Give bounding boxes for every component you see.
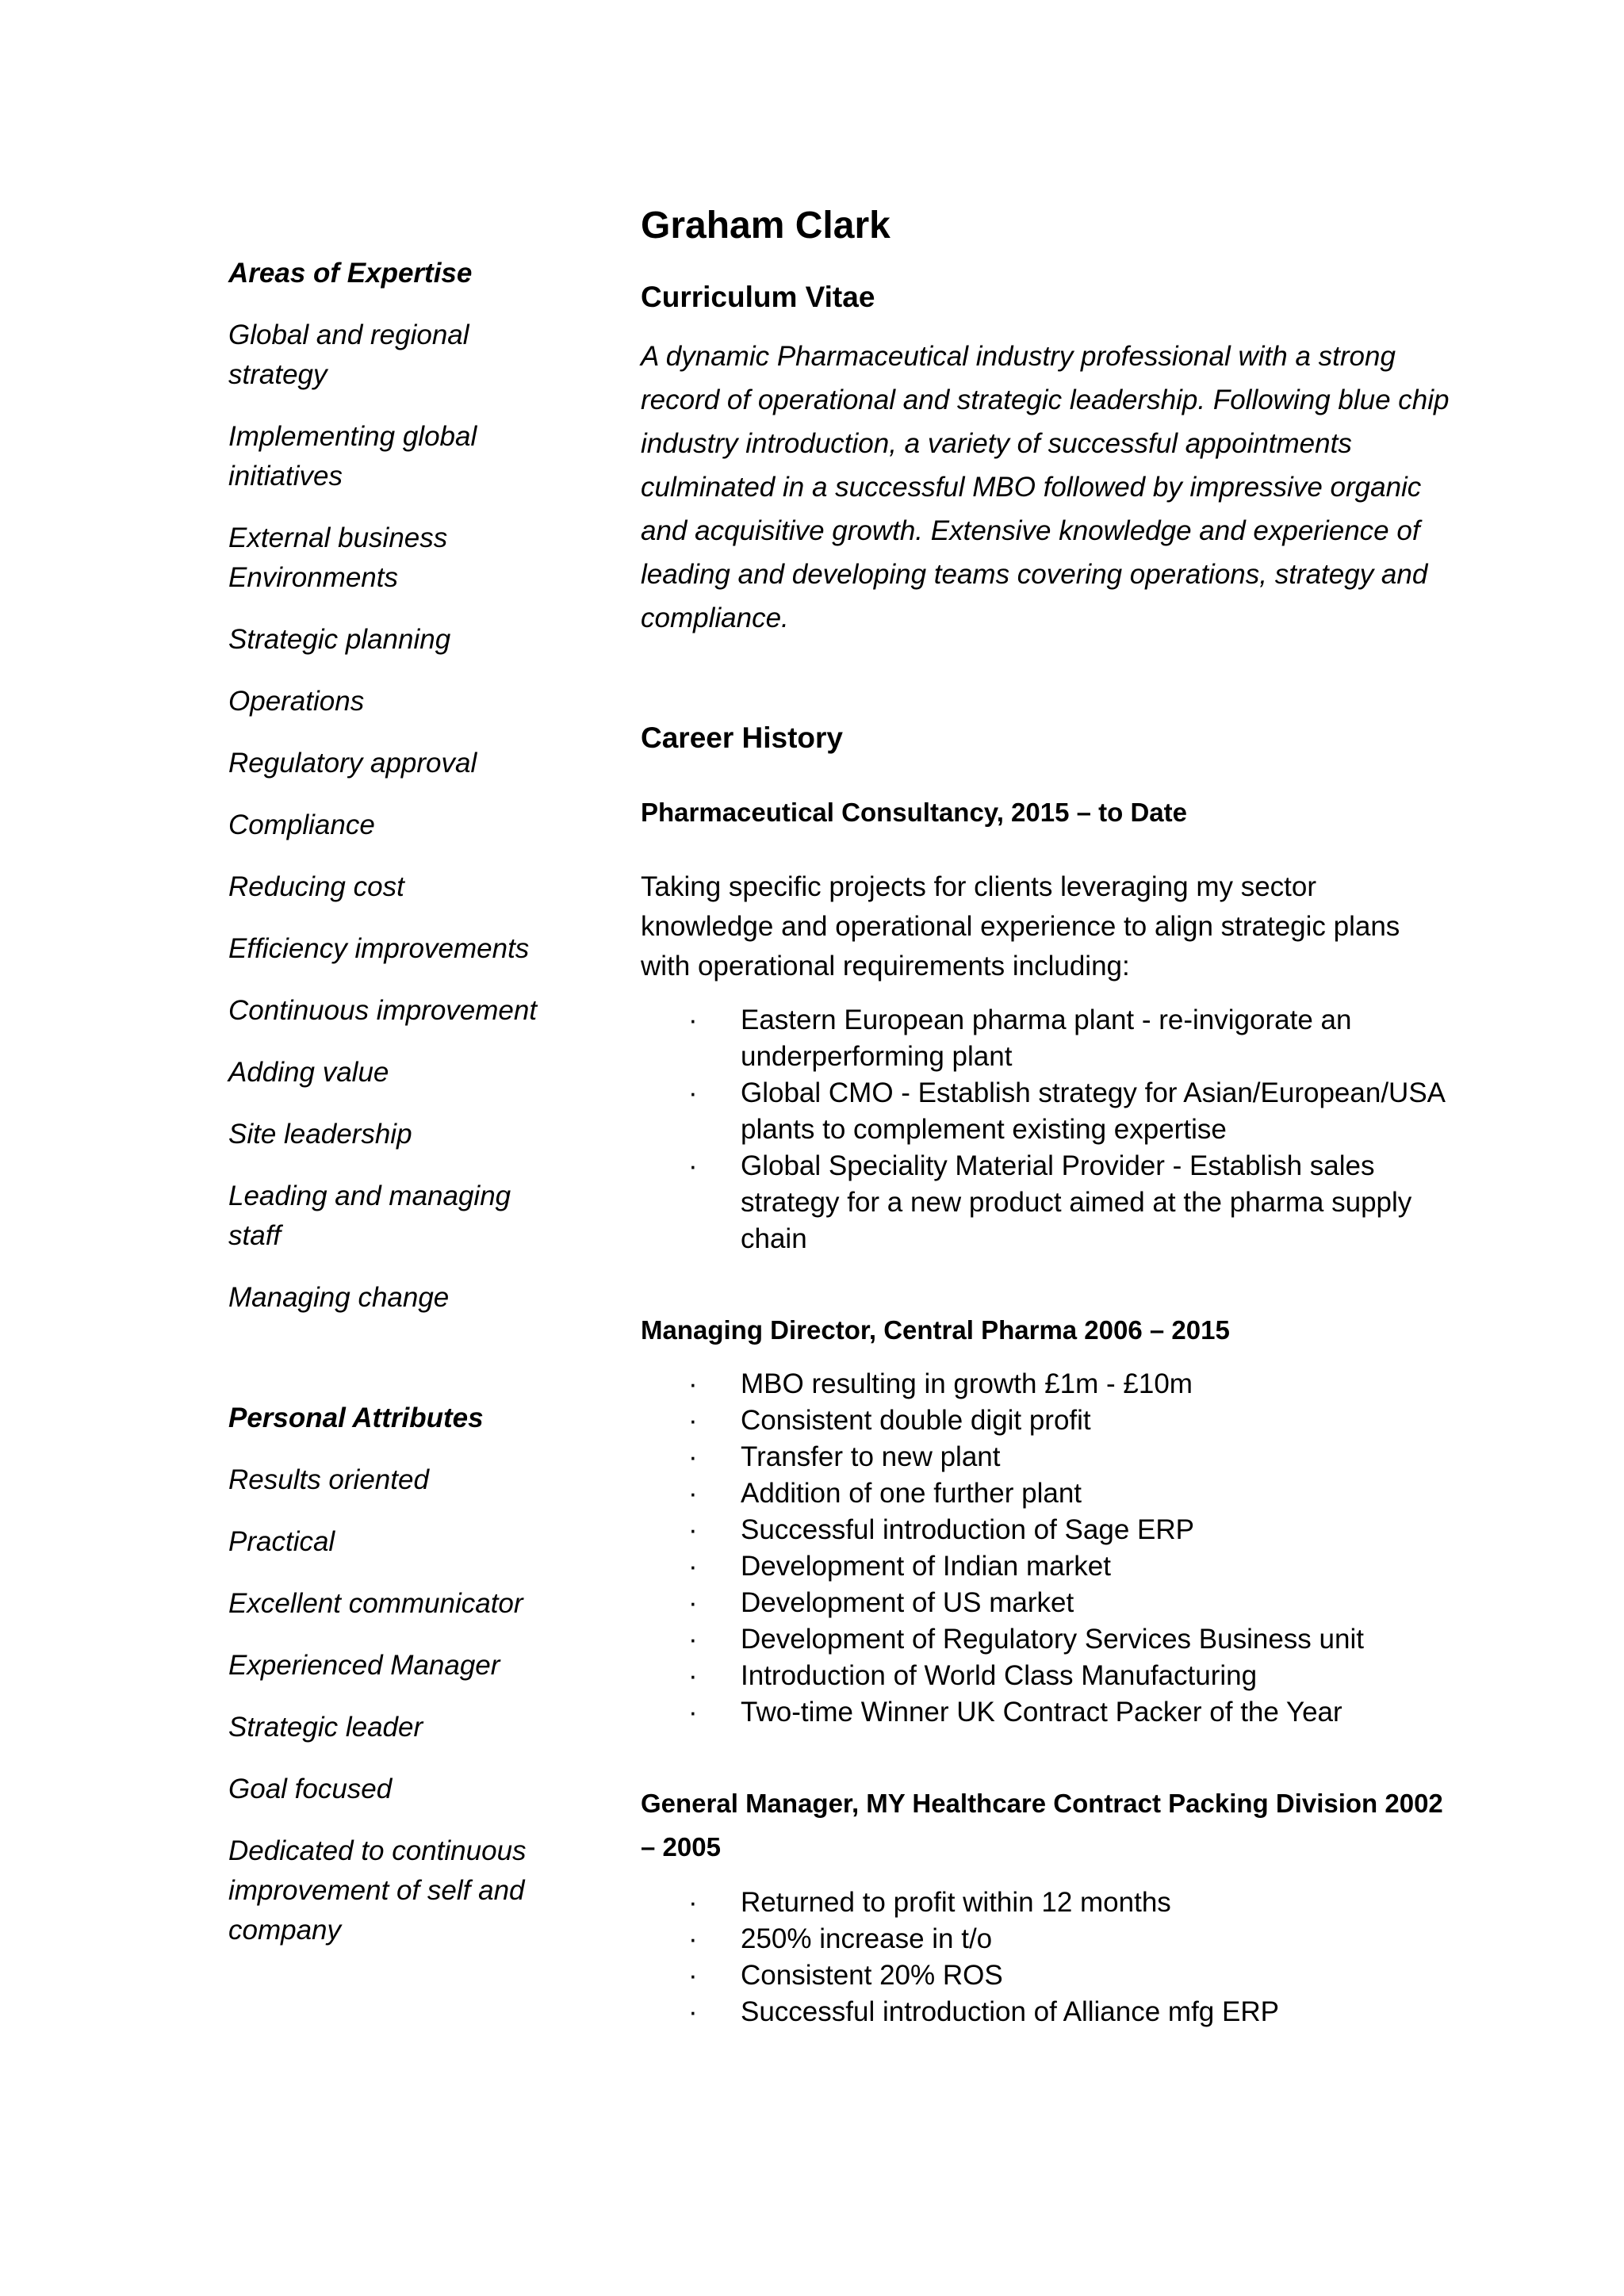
bullet-dot: · (688, 1077, 698, 1108)
bullet-dot: · (688, 1405, 698, 1436)
expertise-item: External business Environments (228, 522, 448, 593)
attribute-item: Goal focused (228, 1774, 393, 1804)
career-history-heading: Career History (641, 721, 844, 754)
attributes-list (228, 1460, 561, 1950)
expertise-item: Operations (228, 686, 365, 717)
job-bullets (641, 1885, 1450, 2030)
job-title: General Manager, MY Healthcare Contract Packing Division 2002 – 2005 (641, 1789, 1443, 1862)
attribute-item: Strategic leader (228, 1712, 423, 1743)
bullet-dot: · (688, 1923, 698, 1954)
document-title: Curriculum Vitae (641, 281, 875, 313)
bullet-text: Transfer to new plant (741, 1441, 1001, 1472)
bullet-item (641, 1885, 1450, 1921)
bullet-item (641, 1994, 1450, 2030)
job-description: Taking specific projects for clients leveraging my sector knowledge and operational experience to align strategic plans with operational requirements including: (641, 871, 1400, 982)
bullet-text: Eastern European pharma plant - re-invigorate an underperforming plant (741, 1004, 1352, 1072)
bullet-dot: · (688, 1514, 698, 1545)
job-entry (641, 790, 1450, 1257)
bullet-dot: · (688, 1150, 698, 1181)
bullet-dot: · (688, 1624, 698, 1655)
bullet-dot: · (688, 1478, 698, 1509)
bullet-text: Successful introduction of Sage ERP (741, 1514, 1194, 1545)
job-bullets (641, 1002, 1450, 1257)
attribute-item: Practical (228, 1526, 335, 1557)
expertise-item: Regulatory approval (228, 748, 477, 779)
expertise-item: Strategic planning (228, 624, 451, 655)
bullet-text: Global Speciality Material Provider - Establish sales strategy for a new product aimed at the pharma supply chain (741, 1150, 1412, 1254)
expertise-list (228, 316, 561, 1318)
bullet-item (641, 1475, 1450, 1512)
attribute-item: Dedicated to continuous improvement of self and company (228, 1835, 527, 1946)
bullet-item (641, 1621, 1450, 1658)
bullet-item (641, 1002, 1450, 1075)
expertise-item: Managing change (228, 1282, 450, 1313)
sidebar (228, 254, 561, 1950)
bullet-text: Development of Indian market (741, 1551, 1111, 1582)
bullet-dot: · (688, 1960, 698, 1991)
bullet-dot: · (688, 1441, 698, 1472)
bullet-item (641, 1957, 1450, 1994)
bullet-text: 250% increase in t/o (741, 1923, 993, 1954)
bullet-text: Introduction of World Class Manufacturing (741, 1660, 1258, 1691)
bullet-text: Development of US market (741, 1587, 1074, 1618)
expertise-item: Global and regional strategy (228, 320, 469, 390)
candidate-name: Graham Clark (641, 205, 891, 247)
attribute-item: Results oriented (228, 1464, 429, 1495)
section-spacer (228, 1318, 561, 1399)
expertise-item: Continuous improvement (228, 995, 538, 1026)
bullet-text: Development of Regulatory Services Business unit (741, 1624, 1364, 1655)
bullet-item (641, 1075, 1450, 1148)
bullet-text: Two-time Winner UK Contract Packer of the Year (741, 1697, 1342, 1728)
bullet-item (641, 1548, 1450, 1585)
bullet-text: Successful introduction of Alliance mfg ERP (741, 1996, 1279, 2027)
bullet-item (641, 1585, 1450, 1621)
bullet-text: Global CMO - Establish strategy for Asian/European/USA plants to complement existing expertise (741, 1077, 1445, 1145)
job-title: Managing Director, Central Pharma 2006 – 2015 (641, 1315, 1230, 1345)
expertise-item: Reducing cost (228, 871, 404, 902)
bullet-item (641, 1512, 1450, 1548)
job-entry (641, 1781, 1450, 2030)
bullet-text: Addition of one further plant (741, 1478, 1082, 1509)
bullet-text: MBO resulting in growth £1m - £10m (741, 1368, 1193, 1399)
bullet-dot: · (688, 1551, 698, 1582)
bullet-dot: · (688, 1660, 698, 1691)
attributes-heading: Personal Attributes (228, 1402, 484, 1433)
job-title: Pharmaceutical Consultancy, 2015 – to Date (641, 798, 1187, 827)
bullet-item (641, 1921, 1450, 1957)
expertise-item: Implementing global initiatives (228, 421, 477, 492)
bullet-dot: · (688, 1996, 698, 2027)
job-bullets (641, 1366, 1450, 1731)
attribute-item: Excellent communicator (228, 1588, 523, 1619)
expertise-item: Leading and managing staff (228, 1181, 511, 1251)
expertise-item: Compliance (228, 809, 375, 840)
bullet-dot: · (688, 1004, 698, 1035)
bullet-text: Consistent double digit profit (741, 1405, 1091, 1436)
main-content (641, 190, 1450, 2030)
bullet-item (641, 1439, 1450, 1475)
bullet-item (641, 1402, 1450, 1439)
job-entry (641, 1308, 1450, 1731)
bullet-dot: · (688, 1587, 698, 1618)
expertise-item: Site leadership (228, 1119, 412, 1150)
bullet-item (641, 1658, 1450, 1694)
expertise-heading: Areas of Expertise (228, 258, 473, 289)
bullet-text: Consistent 20% ROS (741, 1960, 1003, 1991)
bullet-item (641, 1148, 1450, 1257)
bullet-dot: · (688, 1697, 698, 1728)
bullet-item (641, 1366, 1450, 1402)
bullet-dot: · (688, 1887, 698, 1918)
expertise-item: Efficiency improvements (228, 933, 530, 964)
bullet-text: Returned to profit within 12 months (741, 1887, 1171, 1918)
attribute-item: Experienced Manager (228, 1650, 500, 1681)
bullet-dot: · (688, 1368, 698, 1399)
profile-summary: A dynamic Pharmaceutical industry professional with a strong record of operational and strategic leadership. Following blue chip industry introduction, a variety of successful appointments culminated in a successful MBO followed by impressive organic and acquisitive growth. Extensive knowledge and experience of leading and developing teams covering operations, strategy and compliance. (641, 341, 1450, 633)
bullet-item (641, 1694, 1450, 1731)
expertise-item: Adding value (228, 1057, 389, 1088)
